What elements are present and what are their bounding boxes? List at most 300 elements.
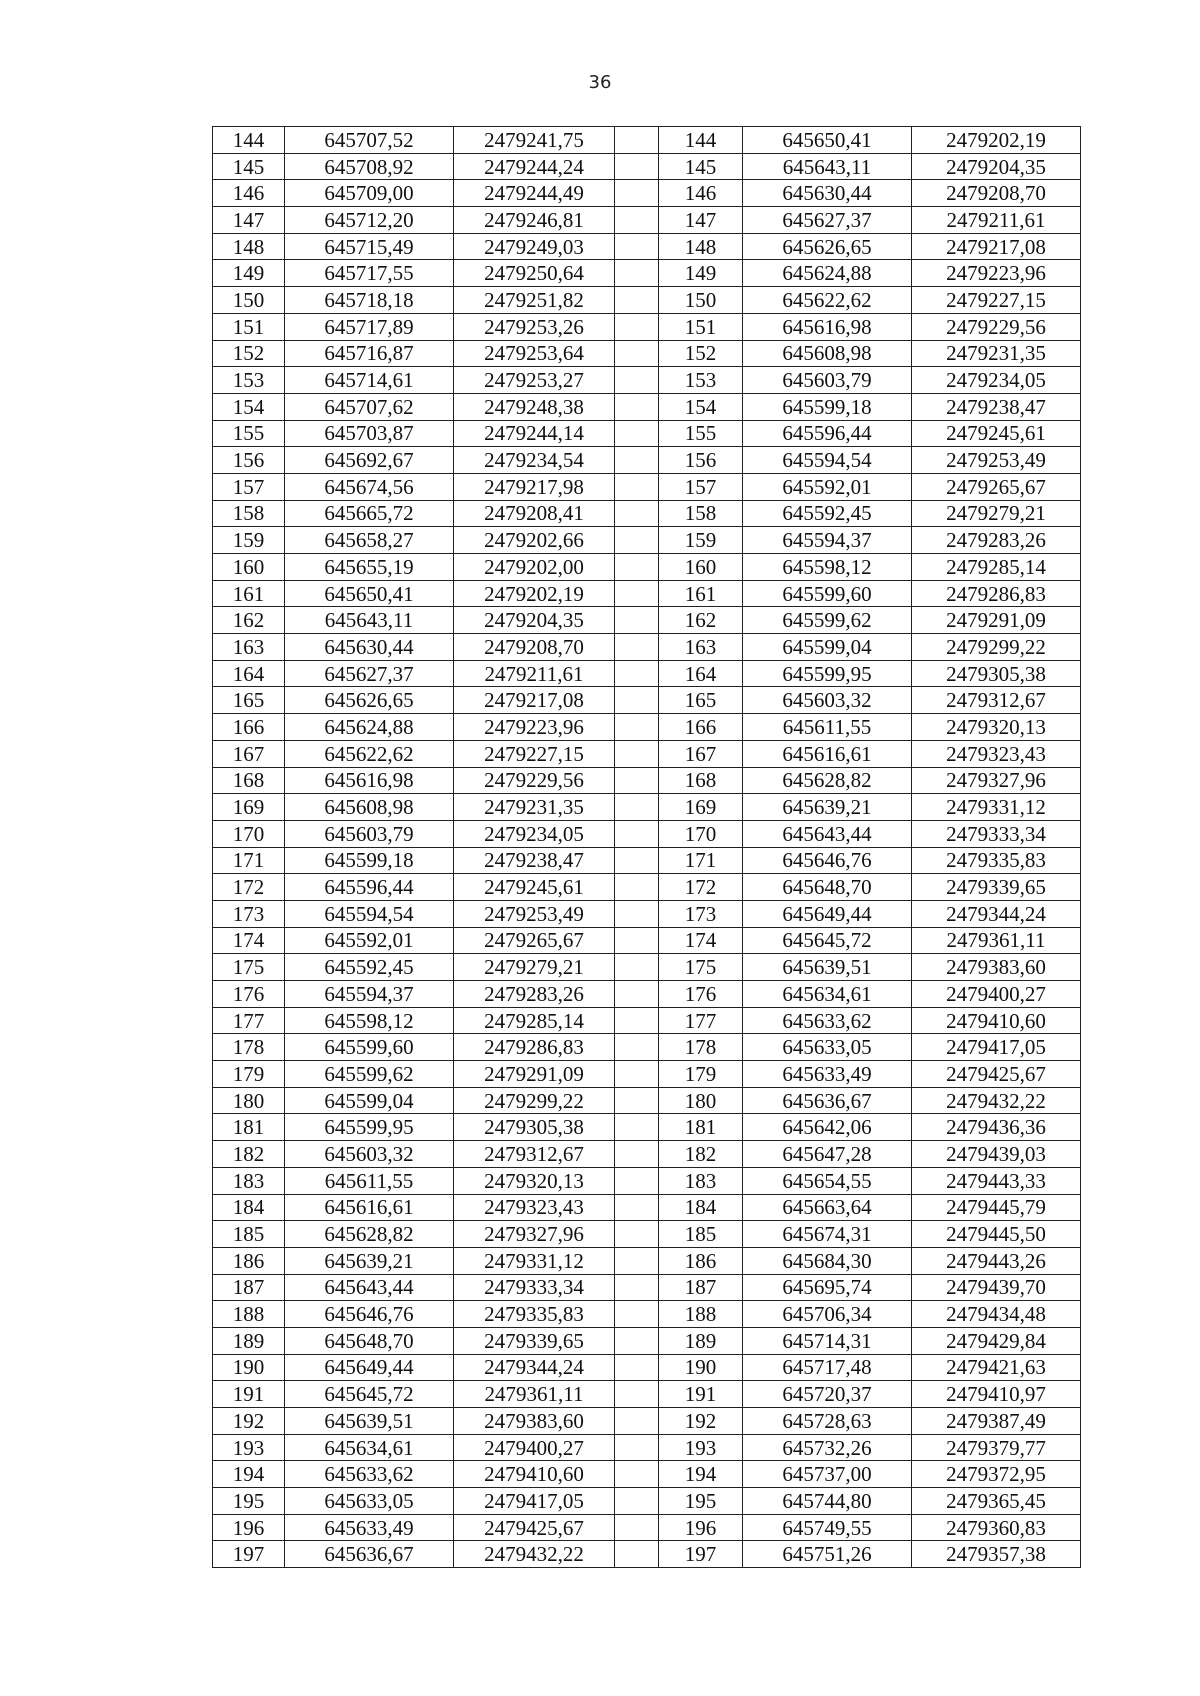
separator-column [615,1247,659,1274]
right-x-coordinate: 645611,55 [743,714,912,741]
left-point-number: 184 [213,1194,285,1221]
separator-column [615,127,659,154]
table-row [213,1087,1081,1114]
left-point-number: 187 [213,1274,285,1301]
right-x-coordinate: 645749,55 [743,1514,912,1541]
right-x-coordinate: 645744,80 [743,1488,912,1515]
left-x-coordinate: 645655,19 [285,554,454,581]
table-row [213,874,1081,901]
right-y-coordinate: 2479360,83 [912,1514,1081,1541]
left-y-coordinate: 2479231,35 [454,794,615,821]
right-point-number: 182 [659,1141,743,1168]
table-row [213,714,1081,741]
right-x-coordinate: 645598,12 [743,554,912,581]
separator-column [615,473,659,500]
left-y-coordinate: 2479400,27 [454,1434,615,1461]
separator-column [615,287,659,314]
left-x-coordinate: 645633,49 [285,1514,454,1541]
table-row [213,233,1081,260]
left-y-coordinate: 2479279,21 [454,954,615,981]
left-y-coordinate: 2479208,41 [454,500,615,527]
left-x-coordinate: 645599,95 [285,1114,454,1141]
left-y-coordinate: 2479202,00 [454,554,615,581]
left-x-coordinate: 645634,61 [285,1434,454,1461]
separator-column [615,1461,659,1488]
left-x-coordinate: 645616,98 [285,767,454,794]
left-x-coordinate: 645594,37 [285,981,454,1008]
left-point-number: 145 [213,153,285,180]
right-y-coordinate: 2479231,35 [912,340,1081,367]
table-row [213,420,1081,447]
separator-column [615,340,659,367]
right-x-coordinate: 645643,44 [743,820,912,847]
left-x-coordinate: 645646,76 [285,1301,454,1328]
right-x-coordinate: 645728,63 [743,1408,912,1435]
table-row [213,660,1081,687]
right-point-number: 183 [659,1167,743,1194]
right-x-coordinate: 645645,72 [743,927,912,954]
left-y-coordinate: 2479251,82 [454,287,615,314]
right-y-coordinate: 2479443,26 [912,1247,1081,1274]
right-y-coordinate: 2479279,21 [912,500,1081,527]
left-point-number: 146 [213,180,285,207]
left-y-coordinate: 2479223,96 [454,714,615,741]
left-x-coordinate: 645599,18 [285,847,454,874]
right-y-coordinate: 2479253,49 [912,447,1081,474]
right-x-coordinate: 645603,32 [743,687,912,714]
left-y-coordinate: 2479383,60 [454,1408,615,1435]
table-row [213,847,1081,874]
right-x-coordinate: 645643,11 [743,153,912,180]
left-y-coordinate: 2479208,70 [454,634,615,661]
table-row [213,927,1081,954]
table-row [213,1461,1081,1488]
separator-column [615,500,659,527]
separator-column [615,981,659,1008]
right-x-coordinate: 645732,26 [743,1434,912,1461]
right-x-coordinate: 645616,98 [743,313,912,340]
right-y-coordinate: 2479410,60 [912,1007,1081,1034]
right-y-coordinate: 2479439,03 [912,1141,1081,1168]
right-point-number: 171 [659,847,743,874]
right-x-coordinate: 645624,88 [743,260,912,287]
left-x-coordinate: 645707,62 [285,393,454,420]
left-x-coordinate: 645707,52 [285,127,454,154]
left-point-number: 164 [213,660,285,687]
table-row [213,1034,1081,1061]
right-point-number: 174 [659,927,743,954]
separator-column [615,367,659,394]
right-point-number: 191 [659,1381,743,1408]
left-y-coordinate: 2479229,56 [454,767,615,794]
right-x-coordinate: 645608,98 [743,340,912,367]
right-y-coordinate: 2479208,70 [912,180,1081,207]
table-row [213,393,1081,420]
right-x-coordinate: 645639,51 [743,954,912,981]
table-row [213,1194,1081,1221]
left-point-number: 170 [213,820,285,847]
right-x-coordinate: 645695,74 [743,1274,912,1301]
separator-column [615,1061,659,1088]
separator-column [615,1488,659,1515]
table-row [213,313,1081,340]
left-x-coordinate: 645658,27 [285,527,454,554]
left-point-number: 186 [213,1247,285,1274]
table-row [213,1274,1081,1301]
left-x-coordinate: 645648,70 [285,1327,454,1354]
right-y-coordinate: 2479312,67 [912,687,1081,714]
right-y-coordinate: 2479445,79 [912,1194,1081,1221]
right-point-number: 150 [659,287,743,314]
left-x-coordinate: 645611,55 [285,1167,454,1194]
right-x-coordinate: 645603,79 [743,367,912,394]
right-y-coordinate: 2479383,60 [912,954,1081,981]
left-y-coordinate: 2479265,67 [454,927,615,954]
table-row [213,1221,1081,1248]
right-x-coordinate: 645649,44 [743,900,912,927]
left-x-coordinate: 645649,44 [285,1354,454,1381]
left-point-number: 161 [213,580,285,607]
right-point-number: 148 [659,233,743,260]
right-x-coordinate: 645639,21 [743,794,912,821]
left-y-coordinate: 2479410,60 [454,1461,615,1488]
separator-column [615,1408,659,1435]
right-point-number: 165 [659,687,743,714]
right-point-number: 155 [659,420,743,447]
right-y-coordinate: 2479305,38 [912,660,1081,687]
left-y-coordinate: 2479312,67 [454,1141,615,1168]
right-point-number: 177 [659,1007,743,1034]
table-row [213,1381,1081,1408]
table-row [213,1061,1081,1088]
right-y-coordinate: 2479283,26 [912,527,1081,554]
left-y-coordinate: 2479320,13 [454,1167,615,1194]
page-number: 36 [588,72,612,93]
right-y-coordinate: 2479439,70 [912,1274,1081,1301]
left-x-coordinate: 645636,67 [285,1541,454,1568]
table-row [213,287,1081,314]
left-x-coordinate: 645627,37 [285,660,454,687]
separator-column [615,447,659,474]
right-point-number: 179 [659,1061,743,1088]
left-x-coordinate: 645599,04 [285,1087,454,1114]
right-y-coordinate: 2479238,47 [912,393,1081,420]
right-x-coordinate: 645627,37 [743,207,912,234]
left-x-coordinate: 645643,11 [285,607,454,634]
right-y-coordinate: 2479265,67 [912,473,1081,500]
coordinates-table-body [213,127,1081,1568]
left-y-coordinate: 2479253,64 [454,340,615,367]
table-row [213,1007,1081,1034]
left-point-number: 189 [213,1327,285,1354]
separator-column [615,1087,659,1114]
left-y-coordinate: 2479432,22 [454,1541,615,1568]
right-point-number: 156 [659,447,743,474]
left-point-number: 165 [213,687,285,714]
left-y-coordinate: 2479253,49 [454,900,615,927]
right-x-coordinate: 645663,64 [743,1194,912,1221]
right-point-number: 197 [659,1541,743,1568]
left-y-coordinate: 2479335,83 [454,1301,615,1328]
left-y-coordinate: 2479250,64 [454,260,615,287]
right-y-coordinate: 2479217,08 [912,233,1081,260]
table-row [213,740,1081,767]
right-point-number: 194 [659,1461,743,1488]
right-y-coordinate: 2479344,24 [912,900,1081,927]
left-y-coordinate: 2479234,05 [454,820,615,847]
left-x-coordinate: 645626,65 [285,687,454,714]
left-point-number: 188 [213,1301,285,1328]
right-y-coordinate: 2479234,05 [912,367,1081,394]
right-y-coordinate: 2479443,33 [912,1167,1081,1194]
right-x-coordinate: 645654,55 [743,1167,912,1194]
left-point-number: 151 [213,313,285,340]
left-y-coordinate: 2479299,22 [454,1087,615,1114]
right-point-number: 180 [659,1087,743,1114]
right-point-number: 185 [659,1221,743,1248]
separator-column [615,1301,659,1328]
right-x-coordinate: 645599,60 [743,580,912,607]
right-point-number: 181 [659,1114,743,1141]
right-point-number: 188 [659,1301,743,1328]
left-x-coordinate: 645712,20 [285,207,454,234]
table-row [213,447,1081,474]
left-point-number: 168 [213,767,285,794]
right-x-coordinate: 645596,44 [743,420,912,447]
right-x-coordinate: 645714,31 [743,1327,912,1354]
left-x-coordinate: 645674,56 [285,473,454,500]
left-y-coordinate: 2479244,14 [454,420,615,447]
right-y-coordinate: 2479436,36 [912,1114,1081,1141]
right-y-coordinate: 2479421,63 [912,1354,1081,1381]
separator-column [615,580,659,607]
right-point-number: 173 [659,900,743,927]
separator-column [615,233,659,260]
right-x-coordinate: 645648,70 [743,874,912,901]
left-x-coordinate: 645616,61 [285,1194,454,1221]
right-point-number: 151 [659,313,743,340]
separator-column [615,1434,659,1461]
separator-column [615,207,659,234]
right-y-coordinate: 2479417,05 [912,1034,1081,1061]
table-row [213,527,1081,554]
right-point-number: 189 [659,1327,743,1354]
table-row [213,687,1081,714]
left-x-coordinate: 645608,98 [285,794,454,821]
left-y-coordinate: 2479202,66 [454,527,615,554]
left-point-number: 191 [213,1381,285,1408]
separator-column [615,393,659,420]
left-point-number: 150 [213,287,285,314]
left-x-coordinate: 645650,41 [285,580,454,607]
right-y-coordinate: 2479245,61 [912,420,1081,447]
right-point-number: 146 [659,180,743,207]
table-row [213,1247,1081,1274]
left-y-coordinate: 2479331,12 [454,1247,615,1274]
left-y-coordinate: 2479249,03 [454,233,615,260]
right-y-coordinate: 2479361,11 [912,927,1081,954]
left-point-number: 183 [213,1167,285,1194]
separator-column [615,1354,659,1381]
left-y-coordinate: 2479241,75 [454,127,615,154]
right-x-coordinate: 645674,31 [743,1221,912,1248]
left-x-coordinate: 645714,61 [285,367,454,394]
table-row [213,767,1081,794]
right-y-coordinate: 2479333,34 [912,820,1081,847]
right-y-coordinate: 2479327,96 [912,767,1081,794]
right-y-coordinate: 2479291,09 [912,607,1081,634]
table-row [213,500,1081,527]
right-y-coordinate: 2479425,67 [912,1061,1081,1088]
left-point-number: 179 [213,1061,285,1088]
separator-column [615,900,659,927]
separator-column [615,687,659,714]
left-x-coordinate: 645603,79 [285,820,454,847]
left-point-number: 171 [213,847,285,874]
left-y-coordinate: 2479248,38 [454,393,615,420]
right-point-number: 145 [659,153,743,180]
separator-column [615,1514,659,1541]
table-row [213,1354,1081,1381]
right-point-number: 176 [659,981,743,1008]
right-y-coordinate: 2479357,38 [912,1541,1081,1568]
left-point-number: 172 [213,874,285,901]
left-x-coordinate: 645718,18 [285,287,454,314]
separator-column [615,260,659,287]
table-row [213,794,1081,821]
right-y-coordinate: 2479229,56 [912,313,1081,340]
left-x-coordinate: 645594,54 [285,900,454,927]
right-x-coordinate: 645630,44 [743,180,912,207]
separator-column [615,153,659,180]
right-y-coordinate: 2479204,35 [912,153,1081,180]
left-y-coordinate: 2479253,27 [454,367,615,394]
right-y-coordinate: 2479286,83 [912,580,1081,607]
left-point-number: 181 [213,1114,285,1141]
left-point-number: 195 [213,1488,285,1515]
left-y-coordinate: 2479204,35 [454,607,615,634]
left-x-coordinate: 645592,45 [285,954,454,981]
table-row [213,340,1081,367]
right-x-coordinate: 645633,05 [743,1034,912,1061]
left-y-coordinate: 2479333,34 [454,1274,615,1301]
separator-column [615,180,659,207]
right-point-number: 166 [659,714,743,741]
table-row [213,954,1081,981]
right-x-coordinate: 645594,37 [743,527,912,554]
separator-column [615,714,659,741]
left-y-coordinate: 2479244,24 [454,153,615,180]
left-point-number: 180 [213,1087,285,1114]
left-point-number: 194 [213,1461,285,1488]
right-y-coordinate: 2479320,13 [912,714,1081,741]
right-y-coordinate: 2479339,65 [912,874,1081,901]
table-row [213,1408,1081,1435]
left-y-coordinate: 2479244,49 [454,180,615,207]
left-x-coordinate: 645598,12 [285,1007,454,1034]
right-x-coordinate: 645720,37 [743,1381,912,1408]
left-point-number: 152 [213,340,285,367]
right-x-coordinate: 645599,62 [743,607,912,634]
right-x-coordinate: 645647,28 [743,1141,912,1168]
separator-column [615,1381,659,1408]
table-row [213,900,1081,927]
left-point-number: 190 [213,1354,285,1381]
left-point-number: 160 [213,554,285,581]
left-x-coordinate: 645717,89 [285,313,454,340]
table-row [213,260,1081,287]
right-x-coordinate: 645633,49 [743,1061,912,1088]
left-y-coordinate: 2479286,83 [454,1034,615,1061]
right-point-number: 149 [659,260,743,287]
separator-column [615,1114,659,1141]
coordinates-table [212,126,1081,1568]
left-x-coordinate: 645643,44 [285,1274,454,1301]
left-y-coordinate: 2479234,54 [454,447,615,474]
left-y-coordinate: 2479291,09 [454,1061,615,1088]
table-row [213,634,1081,661]
right-x-coordinate: 645626,65 [743,233,912,260]
left-point-number: 148 [213,233,285,260]
left-point-number: 163 [213,634,285,661]
left-point-number: 158 [213,500,285,527]
right-point-number: 152 [659,340,743,367]
right-point-number: 175 [659,954,743,981]
left-point-number: 166 [213,714,285,741]
separator-column [615,767,659,794]
right-y-coordinate: 2479410,97 [912,1381,1081,1408]
separator-column [615,660,659,687]
right-y-coordinate: 2479432,22 [912,1087,1081,1114]
left-point-number: 182 [213,1141,285,1168]
separator-column [615,954,659,981]
left-point-number: 193 [213,1434,285,1461]
right-y-coordinate: 2479211,61 [912,207,1081,234]
left-point-number: 197 [213,1541,285,1568]
right-x-coordinate: 645628,82 [743,767,912,794]
right-point-number: 159 [659,527,743,554]
right-point-number: 190 [659,1354,743,1381]
separator-column [615,1034,659,1061]
left-point-number: 147 [213,207,285,234]
right-point-number: 193 [659,1434,743,1461]
left-x-coordinate: 645639,21 [285,1247,454,1274]
right-x-coordinate: 645737,00 [743,1461,912,1488]
left-y-coordinate: 2479285,14 [454,1007,615,1034]
separator-column [615,847,659,874]
separator-column [615,927,659,954]
left-x-coordinate: 645709,00 [285,180,454,207]
right-point-number: 163 [659,634,743,661]
right-x-coordinate: 645717,48 [743,1354,912,1381]
table-row [213,981,1081,1008]
separator-column [615,1327,659,1354]
left-y-coordinate: 2479417,05 [454,1488,615,1515]
right-point-number: 164 [659,660,743,687]
left-y-coordinate: 2479211,61 [454,660,615,687]
left-point-number: 175 [213,954,285,981]
left-point-number: 154 [213,393,285,420]
separator-column [615,1007,659,1034]
left-point-number: 196 [213,1514,285,1541]
right-x-coordinate: 645599,95 [743,660,912,687]
left-point-number: 185 [213,1221,285,1248]
table-row [213,554,1081,581]
left-x-coordinate: 645692,67 [285,447,454,474]
left-point-number: 174 [213,927,285,954]
table-row [213,1327,1081,1354]
left-point-number: 153 [213,367,285,394]
